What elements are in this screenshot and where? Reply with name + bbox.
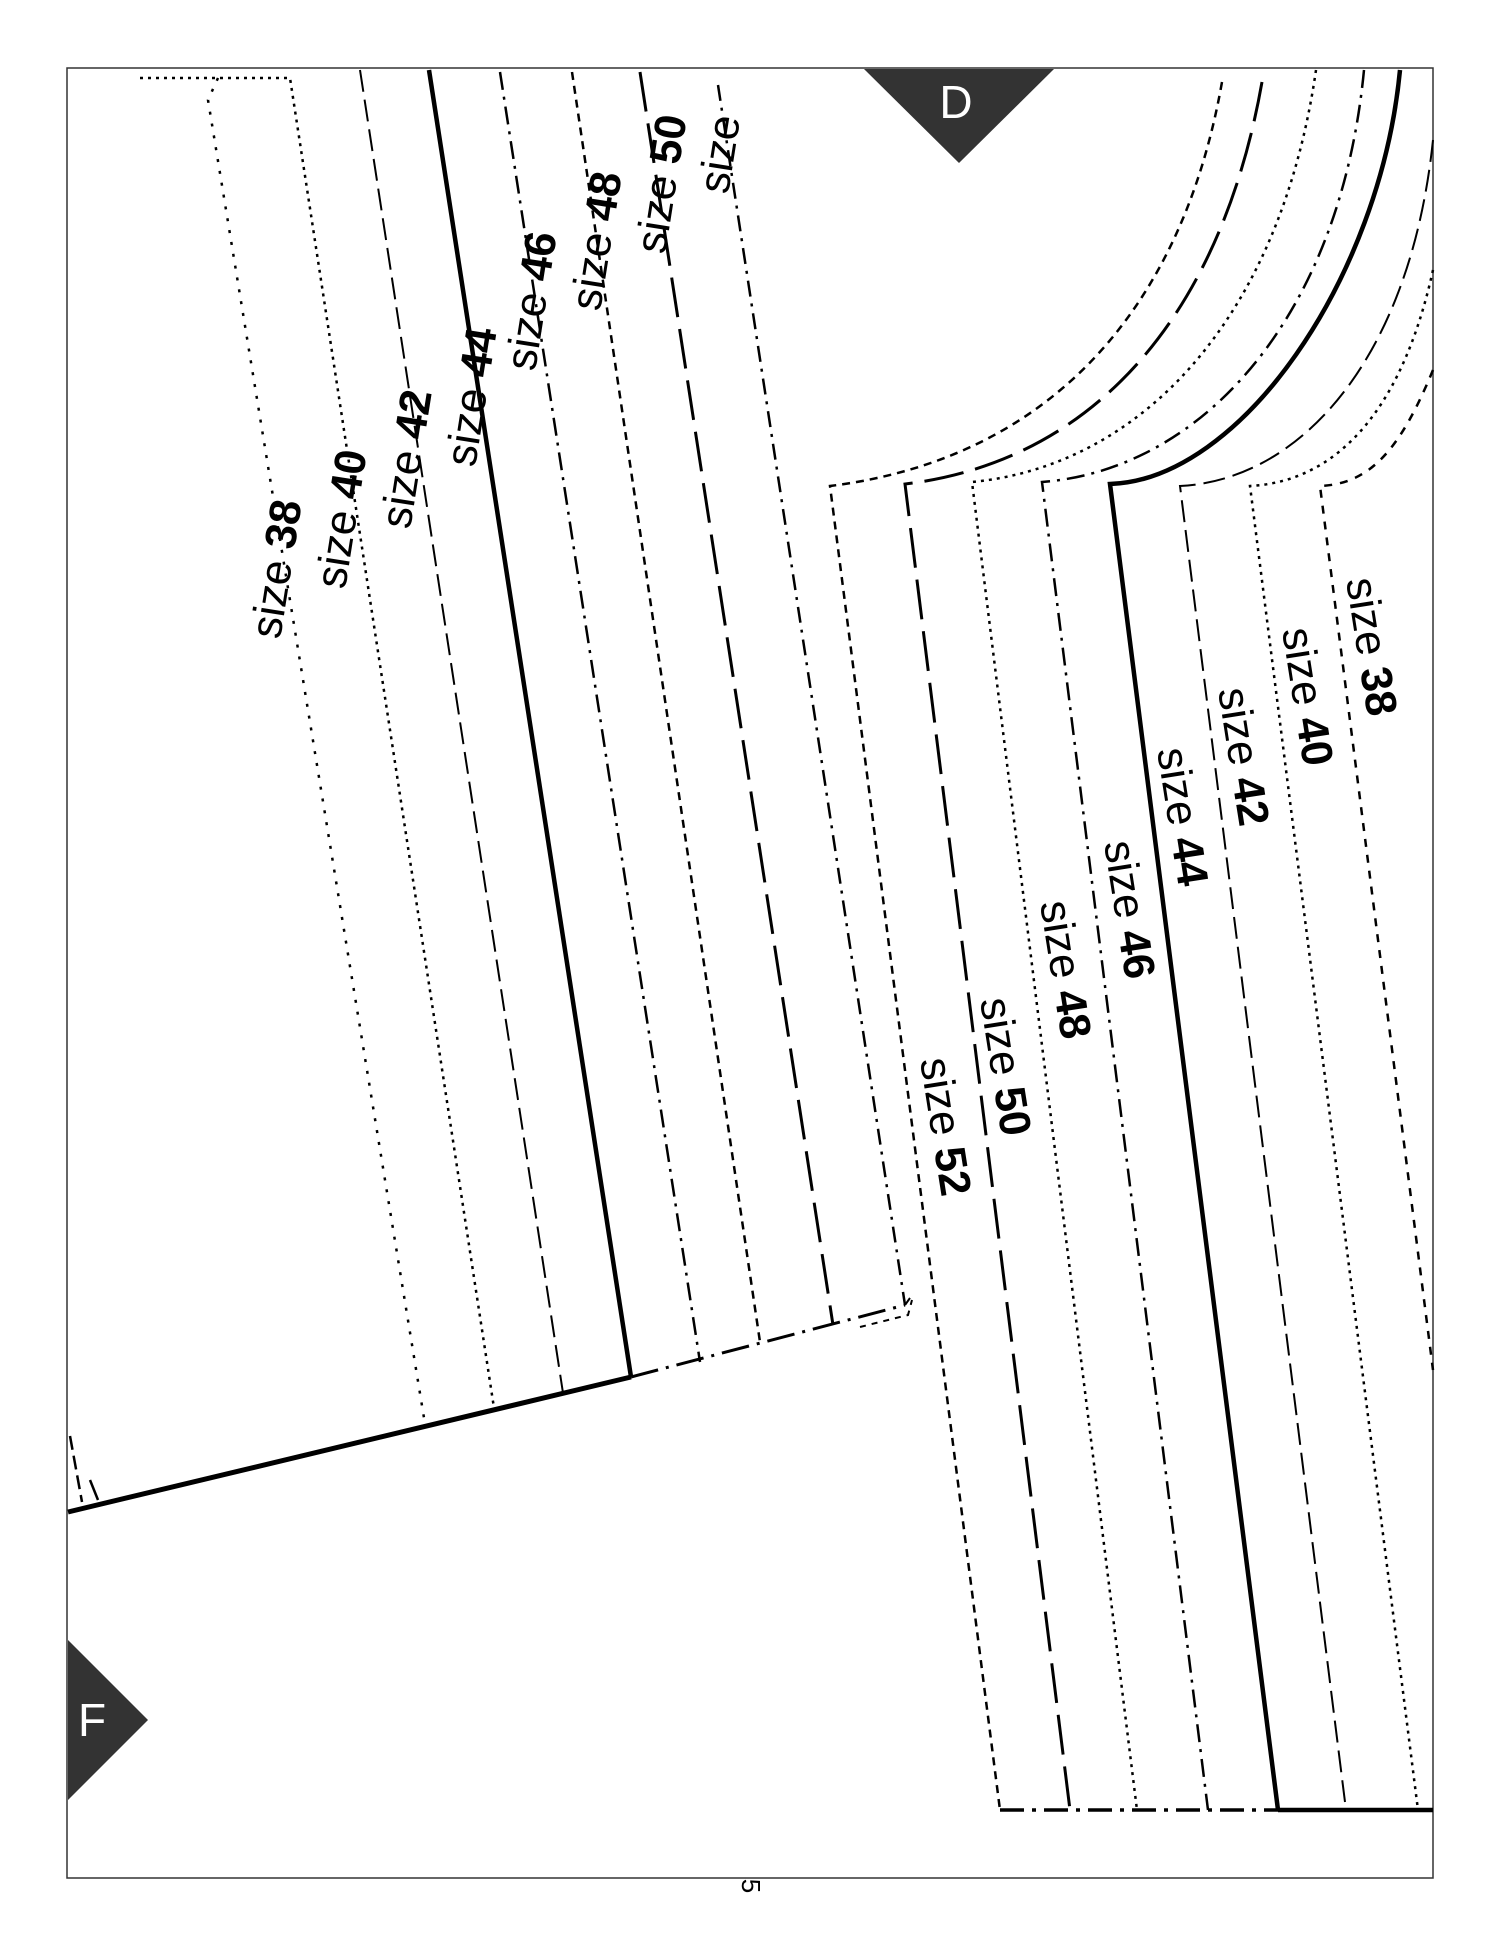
- right-label-42: size 42: [1208, 683, 1279, 830]
- left-label-38: size 38: [241, 496, 312, 642]
- left-label-40: size 40: [306, 446, 377, 592]
- left-piece-labels: [241, 111, 750, 641]
- left-hem-dash: [905, 1298, 910, 1305]
- right-label-44: size 44: [1147, 743, 1218, 890]
- left-label-50: size 50: [626, 111, 697, 257]
- left-line-40: [140, 78, 494, 1408]
- left-line-50: [640, 72, 833, 1325]
- right-label-48: size 48: [1030, 896, 1101, 1043]
- left-label-48: size 48: [561, 168, 632, 314]
- left-hem-solid: [68, 1377, 631, 1512]
- left-edge-tick-1: [70, 1436, 82, 1502]
- left-edge-tick-2: [90, 1480, 98, 1500]
- marker-d: [864, 69, 1054, 163]
- marker-f-label: F: [77, 1694, 107, 1746]
- left-label-52: size: [689, 111, 751, 197]
- right-line-38: [1320, 370, 1433, 1370]
- right-line-40: [1250, 270, 1433, 1810]
- right-label-46: size 46: [1094, 836, 1165, 983]
- right-label-52: size 52: [910, 1053, 981, 1200]
- right-piece-labels: [910, 574, 1406, 1199]
- marker-d-label: D: [939, 76, 973, 128]
- page-number: 5: [736, 1878, 766, 1894]
- right-line-52: [830, 82, 1222, 1810]
- marker-f: [68, 1640, 148, 1800]
- right-line-46: [1042, 70, 1364, 1810]
- right-label-50: size 50: [970, 993, 1041, 1140]
- left-label-46: size 46: [496, 228, 567, 374]
- left-label-44: size 44: [436, 324, 507, 470]
- page-border: [67, 68, 1433, 1878]
- right-label-38: size 38: [1336, 573, 1407, 720]
- left-label-42: size 42: [371, 386, 442, 532]
- right-line-42: [1180, 140, 1433, 1810]
- right-label-40: size 40: [1272, 623, 1343, 770]
- left-hem-dashed: [631, 1305, 905, 1377]
- left-line-52: [718, 85, 905, 1305]
- left-piece-lines: [68, 70, 912, 1512]
